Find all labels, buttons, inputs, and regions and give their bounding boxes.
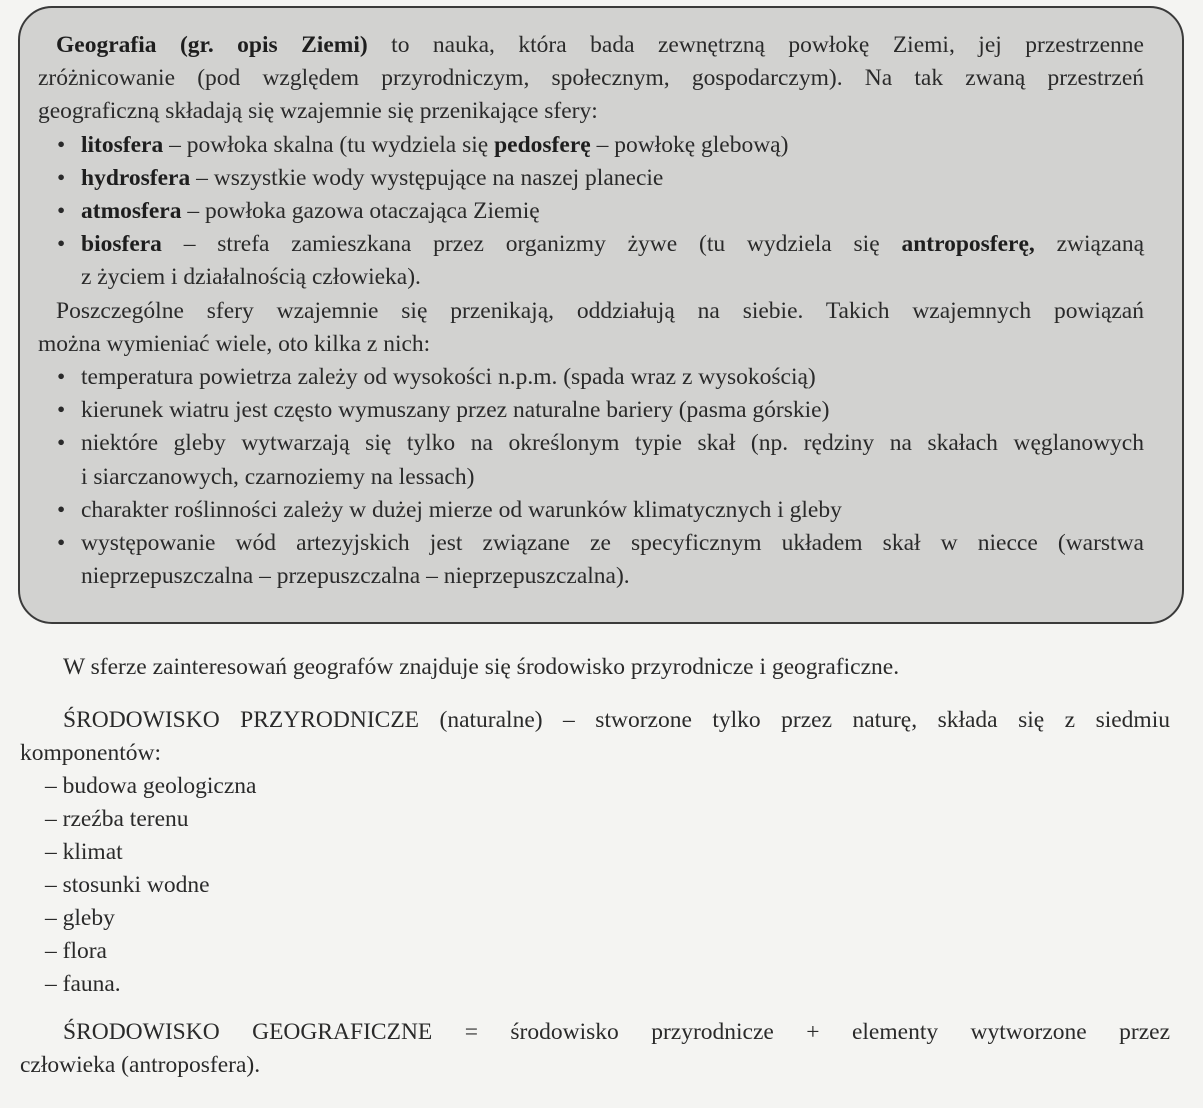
box-text-line — [38, 63, 1144, 93]
bullet-icon: • — [57, 198, 66, 224]
text-segment: nieprzepuszczalna – przepuszczalna – nieprzepuszczalna). — [81, 563, 630, 590]
component-item: – stosunki wodne — [45, 872, 210, 898]
component-item: – klimat — [45, 839, 123, 865]
definition-box — [18, 6, 1184, 624]
bold-term: litosfera — [81, 131, 164, 158]
bold-term: antroposferę, — [901, 231, 1035, 258]
text-segment: można wymieniać wiele, oto kilka z nich: — [38, 330, 431, 357]
text-segment: z życiem i działalnością człowieka). — [81, 264, 421, 291]
bullet-icon: • — [57, 530, 66, 556]
bullet-icon: • — [57, 496, 66, 523]
text-segment: – powłoka gazowa otaczająca Ziemię — [181, 198, 540, 224]
component-item: – flora — [45, 938, 107, 964]
bullet-item — [57, 428, 1144, 458]
bullet-icon: • — [57, 131, 66, 158]
text-segment: i siarczanowych, czarnoziemy na lessach) — [81, 463, 475, 490]
text-segment: – powłoka skalna (tu wydziela się — [163, 131, 495, 158]
bullet-item — [57, 130, 789, 160]
text-segment: – wszystkie wody występujące na naszej planecie — [190, 164, 664, 191]
bullet-item — [57, 395, 830, 425]
box-text-line — [56, 296, 1144, 326]
bullet-icon: • — [57, 430, 66, 457]
text-segment: występowanie wód artezyjskich jest związane ze specyficznym układem skał w niecce (warstwa — [81, 530, 1144, 556]
bullet-icon: • — [57, 231, 66, 258]
text-segment: – strefa zamieszkana przez organizmy żywe (tu wydziela się — [161, 231, 902, 258]
text-segment: zróżnicowanie (pod względem przyrodniczym, społecznym, gospodarczym). Na tak zwaną przestrzeń — [38, 65, 1144, 92]
box-text-line — [38, 329, 430, 359]
box-text-line — [56, 30, 1144, 60]
component-item: – gleby — [45, 905, 115, 931]
bold-term: biosfera — [81, 231, 162, 258]
text-segment: Poszczególne sfery wzajemnie się przenikają, oddziałują na siebie. Takich wzajemnych powiązań — [56, 297, 1144, 324]
text-segment: niektóre gleby wytwarzają się tylko na określonym typie skał (np. rędziny na skałach węglanowych — [81, 430, 1144, 457]
natural-env-line-2: komponentów: — [20, 740, 161, 766]
component-item: – fauna. — [45, 971, 121, 997]
text-segment: charakter roślinności zależy w dużej mierze od warunków klimatycznych i gleby — [81, 496, 842, 523]
bullet-item — [57, 229, 1144, 259]
text-segment: związaną — [1034, 231, 1144, 258]
bullet-item — [57, 495, 842, 525]
natural-env-line-1: ŚRODOWISKO PRZYRODNICZE (naturalne) – stworzone tylko przez naturę, składa się z siedmiu — [63, 707, 1170, 733]
bold-term: atmosfera — [81, 198, 182, 224]
text-segment: – powłokę glebową) — [590, 131, 789, 158]
bullet-item — [57, 528, 1144, 558]
bullet-item — [57, 163, 664, 193]
box-text-line — [38, 96, 598, 126]
box-text-line — [81, 561, 630, 591]
bold-term: hydrosfera — [81, 164, 191, 191]
bullet-item — [57, 362, 816, 392]
text-segment: to nauka, która bada zewnętrzną powłokę Ziemi, jej przestrzenne — [367, 32, 1144, 58]
intro-paragraph: W sferze zainteresowań geografów znajduje się środowisko przyrodnicze i geograficzne. — [63, 654, 900, 680]
geo-env-line-2: człowieka (antroposfera). — [20, 1052, 261, 1078]
text-segment: kierunek wiatru jest często wymuszany przez naturalne bariery (pasma górskie) — [81, 397, 830, 424]
text-segment: temperatura powietrza zależy od wysokości n.p.m. (spada wraz z wysokością) — [81, 364, 816, 390]
bullet-icon: • — [57, 164, 66, 191]
bullet-item — [57, 196, 540, 226]
bold-term: pedosferę — [494, 131, 591, 158]
component-item: – rzeźba terenu — [45, 806, 189, 832]
bullet-icon: • — [57, 397, 66, 424]
geo-env-line-1: ŚRODOWISKO GEOGRAFICZNE = środowisko przyrodnicze + elementy wytworzone przez — [63, 1019, 1170, 1045]
box-text-line — [81, 462, 474, 492]
text-segment: geograficzną składają się wzajemnie się przenikające sfery: — [38, 98, 598, 125]
bold-term: Geografia (gr. opis Ziemi) — [56, 32, 368, 58]
component-item: – budowa geologiczna — [45, 773, 257, 799]
bullet-icon: • — [57, 364, 66, 390]
box-text-line — [81, 262, 421, 292]
